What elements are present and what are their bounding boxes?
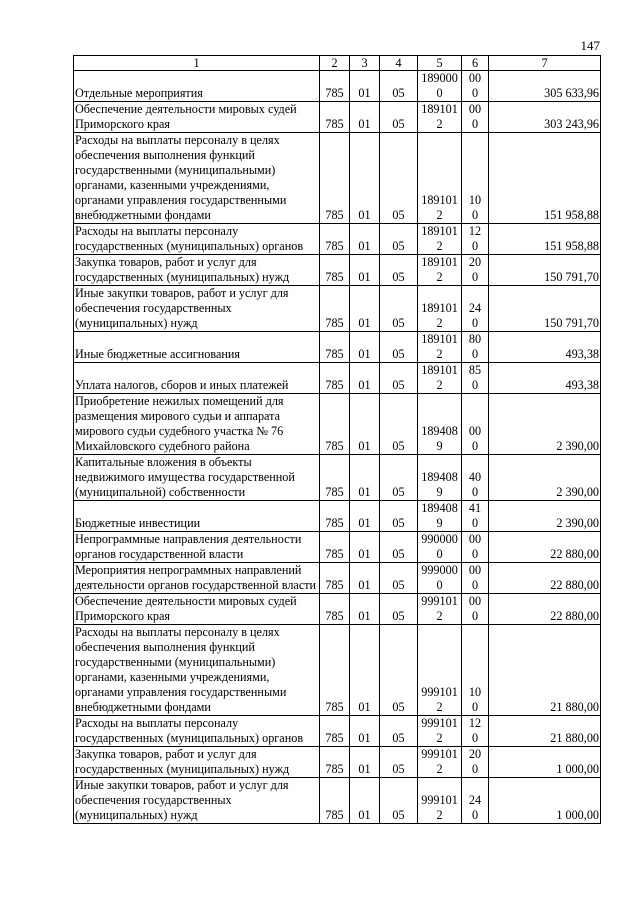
row-col-4: 05 bbox=[380, 394, 418, 455]
row-col-5-line-1: 189408 bbox=[421, 501, 458, 515]
row-col-6-line-1: 00 bbox=[468, 563, 482, 577]
row-name: Расходы на выплаты персоналу в целях обеспечения выполнения функций государственными (муниципальными) органами, казенными учреждениями, органами управления государственными внебюджетными фондами bbox=[74, 625, 320, 716]
table-row bbox=[74, 394, 601, 455]
row-name: Иные закупки товаров, работ и услуг для обеспечения государственных (муниципальных) нужд bbox=[74, 286, 320, 332]
row-col-6 bbox=[462, 532, 489, 563]
row-sum: 151 958,88 bbox=[489, 133, 601, 224]
table-header-row bbox=[74, 56, 601, 71]
row-name: Уплата налогов, сборов и иных платежей bbox=[74, 363, 320, 394]
table-row bbox=[74, 501, 601, 532]
row-col-4: 05 bbox=[380, 363, 418, 394]
row-col-4: 05 bbox=[380, 224, 418, 255]
row-col-5-line-2: 2 bbox=[436, 239, 443, 253]
row-col-5-line-2: 2 bbox=[436, 270, 443, 284]
row-name: Расходы на выплаты персоналу государственных (муниципальных) органов bbox=[74, 716, 320, 747]
row-col-6-line-1: 00 bbox=[468, 102, 482, 116]
row-col-4: 05 bbox=[380, 455, 418, 501]
row-sum: 493,38 bbox=[489, 332, 601, 363]
row-col-6 bbox=[462, 455, 489, 501]
row-col-2: 785 bbox=[320, 594, 350, 625]
row-col-6-line-2: 0 bbox=[471, 516, 479, 530]
row-col-5-line-2: 9 bbox=[436, 439, 443, 453]
row-col-5-line-1: 189408 bbox=[421, 424, 458, 438]
row-sum: 21 880,00 bbox=[489, 716, 601, 747]
row-col-4: 05 bbox=[380, 625, 418, 716]
row-col-6-line-2: 0 bbox=[471, 578, 479, 592]
row-col-5-line-1: 990000 bbox=[421, 532, 458, 546]
row-col-3: 01 bbox=[350, 286, 380, 332]
row-col-5 bbox=[418, 71, 462, 102]
row-col-5-line-1: 189101 bbox=[421, 332, 458, 346]
row-col-3: 01 bbox=[350, 255, 380, 286]
row-col-6 bbox=[462, 501, 489, 532]
row-col-5-line-1: 189408 bbox=[421, 470, 458, 484]
row-col-6 bbox=[462, 563, 489, 594]
row-name: Расходы на выплаты персоналу государственных (муниципальных) органов bbox=[74, 224, 320, 255]
row-col-5-line-2: 2 bbox=[436, 117, 443, 131]
row-col-6-line-1: 00 bbox=[468, 71, 482, 85]
row-col-5-line-1: 999101 bbox=[421, 747, 458, 761]
table-row bbox=[74, 455, 601, 501]
row-col-3: 01 bbox=[350, 71, 380, 102]
row-col-5-line-2: 2 bbox=[436, 609, 443, 623]
row-col-6-line-1: 40 bbox=[468, 470, 482, 484]
row-name: Расходы на выплаты персоналу в целях обеспечения выполнения функций государственными (муниципальными) органами, казенными учреждениями, органами управления государственными внебюджетными фондами bbox=[74, 133, 320, 224]
row-col-5-line-2: 2 bbox=[436, 700, 443, 714]
row-sum: 303 243,96 bbox=[489, 102, 601, 133]
row-col-2: 785 bbox=[320, 133, 350, 224]
header-cell: 2 bbox=[320, 56, 350, 71]
row-col-5-line-1: 189101 bbox=[421, 102, 458, 116]
row-col-5-line-2: 2 bbox=[436, 808, 443, 822]
row-col-5-line-2: 9 bbox=[436, 485, 443, 499]
row-col-6-line-1: 20 bbox=[468, 747, 482, 761]
row-col-4: 05 bbox=[380, 532, 418, 563]
row-col-6-line-2: 0 bbox=[471, 609, 479, 623]
row-name: Отдельные мероприятия bbox=[74, 71, 320, 102]
row-sum: 22 880,00 bbox=[489, 594, 601, 625]
row-name: Приобретение нежилых помещений для размещения мирового судьи и аппарата мирового судьи судебного участка № 76 Михайловского судебного района bbox=[74, 394, 320, 455]
row-col-6 bbox=[462, 747, 489, 778]
row-col-5 bbox=[418, 594, 462, 625]
row-col-6 bbox=[462, 102, 489, 133]
row-col-6-line-2: 0 bbox=[471, 239, 479, 253]
row-col-5-line-2: 2 bbox=[436, 731, 443, 745]
row-col-6-line-1: 00 bbox=[468, 532, 482, 546]
row-col-5-line-1: 189101 bbox=[421, 255, 458, 269]
row-col-5-line-1: 999101 bbox=[421, 594, 458, 608]
row-sum: 21 880,00 bbox=[489, 625, 601, 716]
row-col-4: 05 bbox=[380, 778, 418, 824]
row-col-5 bbox=[418, 102, 462, 133]
table-row bbox=[74, 532, 601, 563]
row-sum: 150 791,70 bbox=[489, 286, 601, 332]
row-col-6-line-1: 24 bbox=[468, 793, 482, 807]
row-col-6-line-1: 41 bbox=[468, 501, 482, 515]
row-col-6 bbox=[462, 625, 489, 716]
row-col-6-line-1: 12 bbox=[468, 716, 482, 730]
row-col-5 bbox=[418, 455, 462, 501]
row-col-5 bbox=[418, 133, 462, 224]
row-col-5-line-1: 189000 bbox=[421, 71, 458, 85]
row-col-5-line-1: 189101 bbox=[421, 301, 458, 315]
row-col-4: 05 bbox=[380, 255, 418, 286]
row-col-6-line-1: 12 bbox=[468, 224, 482, 238]
row-col-4: 05 bbox=[380, 71, 418, 102]
row-col-5 bbox=[418, 625, 462, 716]
row-col-6-line-1: 00 bbox=[468, 424, 482, 438]
row-sum: 22 880,00 bbox=[489, 532, 601, 563]
row-col-5-line-2: 2 bbox=[436, 762, 443, 776]
row-col-6 bbox=[462, 71, 489, 102]
header-cell: 7 bbox=[489, 56, 601, 71]
table-row bbox=[74, 102, 601, 133]
row-name: Капитальные вложения в объекты недвижимого имущества государственной (муниципальной) собственности bbox=[74, 455, 320, 501]
row-name: Обеспечение деятельности мировых судей Приморского края bbox=[74, 594, 320, 625]
header-cell: 3 bbox=[350, 56, 380, 71]
row-col-3: 01 bbox=[350, 625, 380, 716]
row-col-5 bbox=[418, 501, 462, 532]
table-row bbox=[74, 255, 601, 286]
row-sum: 150 791,70 bbox=[489, 255, 601, 286]
row-col-6-line-1: 85 bbox=[468, 363, 482, 377]
row-col-5-line-2: 0 bbox=[436, 86, 443, 100]
row-col-5 bbox=[418, 778, 462, 824]
row-col-3: 01 bbox=[350, 363, 380, 394]
row-name: Непрограммные направления деятельности органов государственной власти bbox=[74, 532, 320, 563]
row-col-5 bbox=[418, 747, 462, 778]
table-row bbox=[74, 563, 601, 594]
row-col-6-line-1: 24 bbox=[468, 301, 482, 315]
row-col-6 bbox=[462, 224, 489, 255]
row-sum: 151 958,88 bbox=[489, 224, 601, 255]
row-col-6-line-2: 0 bbox=[471, 347, 479, 361]
row-col-2: 785 bbox=[320, 716, 350, 747]
row-col-6 bbox=[462, 394, 489, 455]
row-col-6-line-1: 20 bbox=[468, 255, 482, 269]
row-sum: 22 880,00 bbox=[489, 563, 601, 594]
row-col-3: 01 bbox=[350, 747, 380, 778]
row-name: Мероприятия непрограммных направлений деятельности органов государственной власти bbox=[74, 563, 320, 594]
row-col-6 bbox=[462, 594, 489, 625]
header-cell: 5 bbox=[418, 56, 462, 71]
row-col-4: 05 bbox=[380, 286, 418, 332]
row-col-5-line-2: 0 bbox=[436, 578, 443, 592]
row-col-3: 01 bbox=[350, 133, 380, 224]
row-col-6-line-1: 80 bbox=[468, 332, 482, 346]
row-name: Иные закупки товаров, работ и услуг для обеспечения государственных (муниципальных) нужд bbox=[74, 778, 320, 824]
row-col-5-line-2: 2 bbox=[436, 378, 443, 392]
table-row bbox=[74, 625, 601, 716]
table-row bbox=[74, 332, 601, 363]
row-col-6 bbox=[462, 332, 489, 363]
row-col-2: 785 bbox=[320, 625, 350, 716]
row-col-3: 01 bbox=[350, 455, 380, 501]
row-name: Закупка товаров, работ и услуг для государственных (муниципальных) нужд bbox=[74, 255, 320, 286]
row-col-5-line-1: 189101 bbox=[421, 363, 458, 377]
row-col-2: 785 bbox=[320, 224, 350, 255]
row-col-3: 01 bbox=[350, 394, 380, 455]
row-col-6-line-2: 0 bbox=[471, 547, 479, 561]
row-name: Иные бюджетные ассигнования bbox=[74, 332, 320, 363]
row-col-4: 05 bbox=[380, 133, 418, 224]
row-col-5 bbox=[418, 332, 462, 363]
row-col-3: 01 bbox=[350, 501, 380, 532]
table-row bbox=[74, 286, 601, 332]
table-row bbox=[74, 594, 601, 625]
table-row bbox=[74, 747, 601, 778]
row-col-5 bbox=[418, 394, 462, 455]
row-col-6 bbox=[462, 778, 489, 824]
row-name: Бюджетные инвестиции bbox=[74, 501, 320, 532]
row-col-2: 785 bbox=[320, 563, 350, 594]
row-col-3: 01 bbox=[350, 594, 380, 625]
row-col-3: 01 bbox=[350, 332, 380, 363]
row-col-6 bbox=[462, 286, 489, 332]
row-col-5 bbox=[418, 286, 462, 332]
row-name: Закупка товаров, работ и услуг для государственных (муниципальных) нужд bbox=[74, 747, 320, 778]
row-col-2: 785 bbox=[320, 501, 350, 532]
table-row bbox=[74, 778, 601, 824]
row-col-3: 01 bbox=[350, 716, 380, 747]
row-col-3: 01 bbox=[350, 563, 380, 594]
row-col-5-line-1: 999000 bbox=[421, 563, 458, 577]
row-sum: 2 390,00 bbox=[489, 501, 601, 532]
row-sum: 305 633,96 bbox=[489, 71, 601, 102]
row-col-6-line-2: 0 bbox=[471, 378, 479, 392]
row-col-6-line-2: 0 bbox=[471, 316, 479, 330]
row-sum: 493,38 bbox=[489, 363, 601, 394]
header-cell: 4 bbox=[380, 56, 418, 71]
row-col-4: 05 bbox=[380, 102, 418, 133]
row-col-4: 05 bbox=[380, 747, 418, 778]
row-col-5 bbox=[418, 716, 462, 747]
row-col-6 bbox=[462, 716, 489, 747]
page-number: 147 bbox=[580, 38, 600, 53]
row-col-3: 01 bbox=[350, 778, 380, 824]
row-col-6 bbox=[462, 133, 489, 224]
row-col-6 bbox=[462, 255, 489, 286]
row-col-5 bbox=[418, 224, 462, 255]
row-col-3: 01 bbox=[350, 532, 380, 563]
row-col-2: 785 bbox=[320, 102, 350, 133]
row-col-6-line-1: 10 bbox=[468, 193, 482, 207]
row-col-5 bbox=[418, 532, 462, 563]
row-col-5-line-2: 2 bbox=[436, 208, 443, 222]
row-col-2: 785 bbox=[320, 778, 350, 824]
row-col-2: 785 bbox=[320, 363, 350, 394]
row-col-5-line-1: 999101 bbox=[421, 685, 458, 699]
row-col-4: 05 bbox=[380, 332, 418, 363]
row-col-5-line-1: 999101 bbox=[421, 716, 458, 730]
row-col-2: 785 bbox=[320, 394, 350, 455]
row-col-5-line-1: 189101 bbox=[421, 224, 458, 238]
row-col-6-line-2: 0 bbox=[471, 731, 479, 745]
row-col-6-line-2: 0 bbox=[471, 485, 479, 499]
table-row bbox=[74, 224, 601, 255]
row-sum: 1 000,00 bbox=[489, 747, 601, 778]
row-col-5-line-1: 999101 bbox=[421, 793, 458, 807]
table-row bbox=[74, 133, 601, 224]
row-col-4: 05 bbox=[380, 563, 418, 594]
row-col-6-line-2: 0 bbox=[471, 117, 479, 131]
row-col-5 bbox=[418, 363, 462, 394]
row-col-4: 05 bbox=[380, 501, 418, 532]
row-col-5-line-2: 2 bbox=[436, 316, 443, 330]
row-col-6 bbox=[462, 363, 489, 394]
row-col-6-line-2: 0 bbox=[471, 762, 479, 776]
row-col-6-line-2: 0 bbox=[471, 86, 479, 100]
row-col-2: 785 bbox=[320, 455, 350, 501]
row-col-6-line-1: 10 bbox=[468, 685, 482, 699]
row-col-2: 785 bbox=[320, 286, 350, 332]
row-name: Обеспечение деятельности мировых судей Приморского края bbox=[74, 102, 320, 133]
row-col-2: 785 bbox=[320, 747, 350, 778]
row-col-4: 05 bbox=[380, 716, 418, 747]
table-row bbox=[74, 363, 601, 394]
row-col-2: 785 bbox=[320, 71, 350, 102]
row-col-6-line-2: 0 bbox=[471, 439, 479, 453]
row-sum: 2 390,00 bbox=[489, 394, 601, 455]
row-col-6-line-2: 0 bbox=[471, 700, 479, 714]
row-col-6-line-2: 0 bbox=[471, 808, 479, 822]
header-cell: 6 bbox=[462, 56, 489, 71]
header-cell: 1 bbox=[74, 56, 320, 71]
table-row bbox=[74, 716, 601, 747]
row-col-6-line-2: 0 bbox=[471, 208, 479, 222]
budget-table bbox=[73, 55, 601, 824]
row-col-4: 05 bbox=[380, 594, 418, 625]
row-col-6-line-1: 00 bbox=[468, 594, 482, 608]
row-col-6-line-2: 0 bbox=[471, 270, 479, 284]
row-col-5-line-2: 9 bbox=[436, 516, 443, 530]
row-col-5-line-2: 0 bbox=[436, 547, 443, 561]
row-col-2: 785 bbox=[320, 255, 350, 286]
row-col-3: 01 bbox=[350, 224, 380, 255]
row-col-5 bbox=[418, 563, 462, 594]
row-sum: 1 000,00 bbox=[489, 778, 601, 824]
row-col-5-line-1: 189101 bbox=[421, 193, 458, 207]
table-row bbox=[74, 71, 601, 102]
row-col-5 bbox=[418, 255, 462, 286]
row-col-2: 785 bbox=[320, 532, 350, 563]
row-col-2: 785 bbox=[320, 332, 350, 363]
row-col-3: 01 bbox=[350, 102, 380, 133]
row-sum: 2 390,00 bbox=[489, 455, 601, 501]
row-col-5-line-2: 2 bbox=[436, 347, 443, 361]
